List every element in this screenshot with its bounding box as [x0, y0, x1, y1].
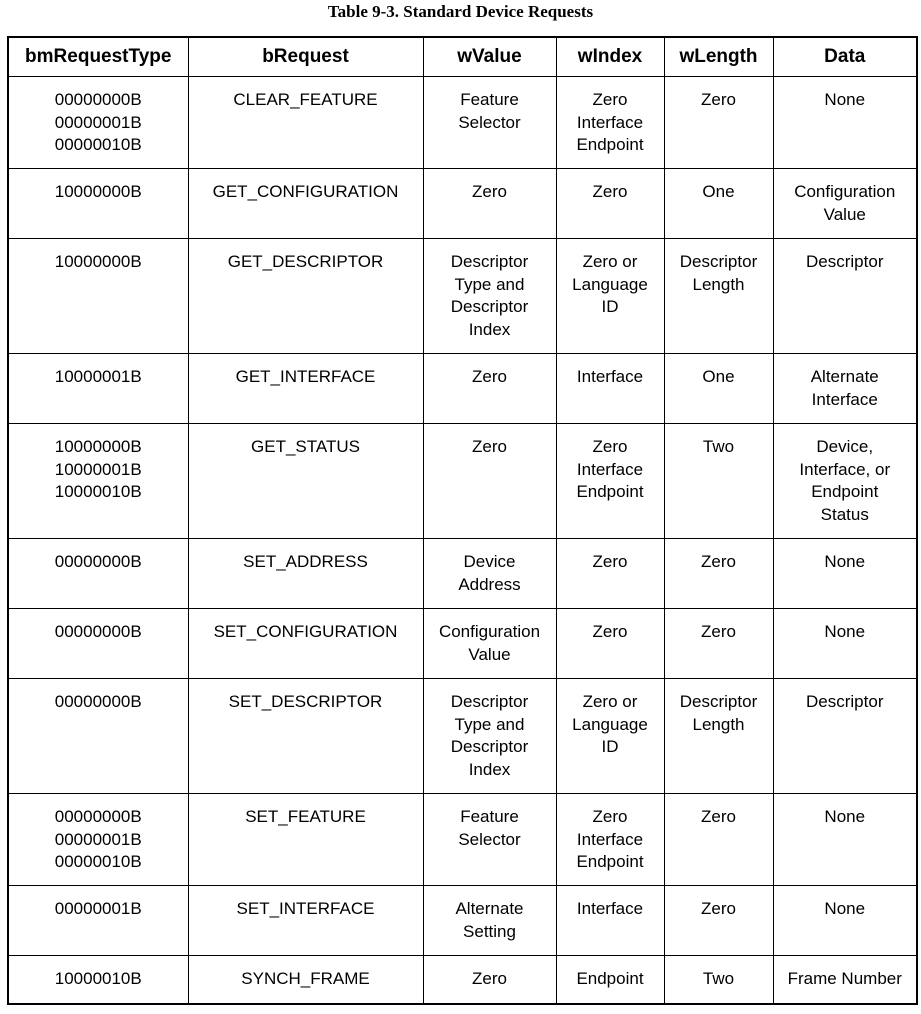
cell-bmrequesttype: 10000000B [8, 169, 188, 239]
cell-wlength: Two [664, 956, 773, 1004]
cell-data: None [773, 77, 917, 169]
cell-brequest: GET_INTERFACE [188, 354, 423, 424]
cell-bmrequesttype: 10000001B [8, 354, 188, 424]
table-row [8, 886, 917, 956]
cell-brequest: GET_DESCRIPTOR [188, 239, 423, 354]
cell-windex: Zero [556, 539, 664, 609]
column-header-windex: wIndex [556, 37, 664, 77]
cell-data: Descriptor [773, 239, 917, 354]
cell-wlength: Descriptor Length [664, 239, 773, 354]
cell-data: None [773, 794, 917, 886]
cell-data: Configuration Value [773, 169, 917, 239]
cell-brequest: GET_CONFIGURATION [188, 169, 423, 239]
column-header-wvalue: wValue [423, 37, 556, 77]
column-header-data: Data [773, 37, 917, 77]
cell-wvalue: Feature Selector [423, 794, 556, 886]
cell-bmrequesttype: 00000000B [8, 539, 188, 609]
cell-wlength: Zero [664, 794, 773, 886]
table-row [8, 609, 917, 679]
cell-wlength: Zero [664, 886, 773, 956]
cell-bmrequesttype: 10000000B 10000001B 10000010B [8, 424, 188, 539]
table-row [8, 77, 917, 169]
cell-brequest: CLEAR_FEATURE [188, 77, 423, 169]
cell-bmrequesttype: 10000000B [8, 239, 188, 354]
cell-windex: Interface [556, 354, 664, 424]
cell-bmrequesttype: 00000000B [8, 679, 188, 794]
cell-windex: Endpoint [556, 956, 664, 1004]
cell-wvalue: Zero [423, 169, 556, 239]
cell-data: Device, Interface, or Endpoint Status [773, 424, 917, 539]
cell-wvalue: Descriptor Type and Descriptor Index [423, 679, 556, 794]
cell-bmrequesttype: 00000000B 00000001B 00000010B [8, 77, 188, 169]
cell-brequest: SET_INTERFACE [188, 886, 423, 956]
cell-wvalue: Alternate Setting [423, 886, 556, 956]
cell-windex: Zero or Language ID [556, 239, 664, 354]
table-header-row [8, 37, 917, 77]
cell-data: Frame Number [773, 956, 917, 1004]
table-row [8, 794, 917, 886]
cell-wlength: Descriptor Length [664, 679, 773, 794]
cell-windex: Zero [556, 169, 664, 239]
cell-data: Descriptor [773, 679, 917, 794]
cell-brequest: SET_CONFIGURATION [188, 609, 423, 679]
cell-data: None [773, 886, 917, 956]
cell-brequest: SYNCH_FRAME [188, 956, 423, 1004]
table-row [8, 354, 917, 424]
cell-bmrequesttype: 10000010B [8, 956, 188, 1004]
cell-wlength: One [664, 169, 773, 239]
cell-wlength: Zero [664, 77, 773, 169]
table-row [8, 539, 917, 609]
cell-data: None [773, 609, 917, 679]
cell-wvalue: Configuration Value [423, 609, 556, 679]
cell-data: None [773, 539, 917, 609]
cell-wvalue: Feature Selector [423, 77, 556, 169]
table-row [8, 169, 917, 239]
cell-bmrequesttype: 00000001B [8, 886, 188, 956]
table-row [8, 239, 917, 354]
cell-windex: Zero [556, 609, 664, 679]
cell-brequest: SET_DESCRIPTOR [188, 679, 423, 794]
cell-wvalue: Device Address [423, 539, 556, 609]
cell-windex: Interface [556, 886, 664, 956]
cell-brequest: GET_STATUS [188, 424, 423, 539]
table-row [8, 679, 917, 794]
cell-brequest: SET_FEATURE [188, 794, 423, 886]
table-caption: Table 9-3. Standard Device Requests [327, 2, 594, 21]
standard-device-requests-table [7, 36, 918, 1005]
cell-wvalue: Descriptor Type and Descriptor Index [423, 239, 556, 354]
cell-wlength: Two [664, 424, 773, 539]
cell-windex: Zero Interface Endpoint [556, 424, 664, 539]
cell-wlength: Zero [664, 609, 773, 679]
cell-windex: Zero Interface Endpoint [556, 77, 664, 169]
column-header-bmrequesttype: bmRequestType [8, 37, 188, 77]
cell-wlength: One [664, 354, 773, 424]
column-header-wlength: wLength [664, 37, 773, 77]
table-row [8, 956, 917, 1004]
cell-wlength: Zero [664, 539, 773, 609]
cell-wvalue: Zero [423, 354, 556, 424]
cell-windex: Zero Interface Endpoint [556, 794, 664, 886]
cell-brequest: SET_ADDRESS [188, 539, 423, 609]
table-row [8, 424, 917, 539]
cell-bmrequesttype: 00000000B 00000001B 00000010B [8, 794, 188, 886]
cell-wvalue: Zero [423, 424, 556, 539]
column-header-brequest: bRequest [188, 37, 423, 77]
cell-wvalue: Zero [423, 956, 556, 1004]
cell-windex: Zero or Language ID [556, 679, 664, 794]
cell-data: Alternate Interface [773, 354, 917, 424]
cell-bmrequesttype: 00000000B [8, 609, 188, 679]
